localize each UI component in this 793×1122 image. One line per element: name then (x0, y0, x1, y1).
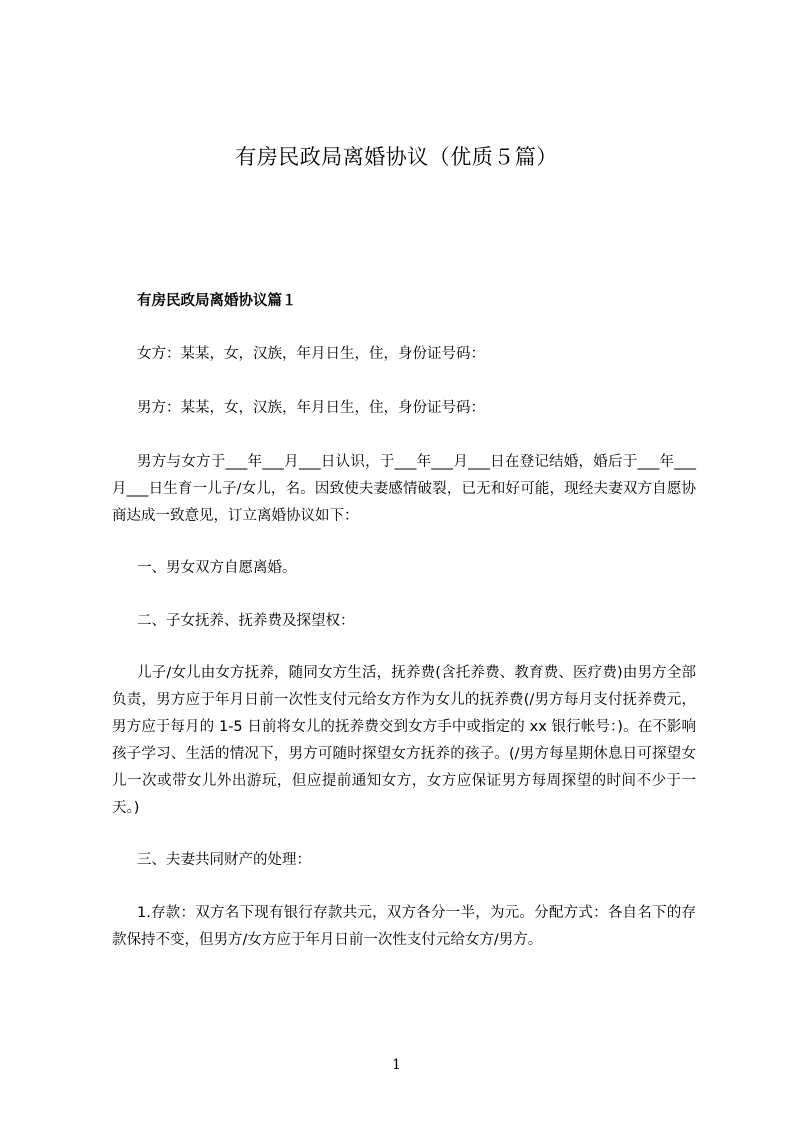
clause-3-heading: 三、夫妻共同财产的处理： (137, 852, 311, 868)
clause-1: 一、男女双方自愿离婚。 (137, 560, 297, 576)
page-number: 1 (392, 1057, 401, 1073)
male-party-line: 男方：某某，女，汉族，年月日生，住，身份证号码： (137, 400, 485, 416)
female-party-line: 女方：某某，女，汉族，年月日生，住，身份证号码： (137, 346, 485, 362)
intro-paragraph: 男方与女方于___年___月___日认识，于___年___月___日在登记结婚，婚后于___年___月___日生育一儿子/女儿，名。因致使夫妻感情破裂，已无和好可能，现经夫妻双方自愿协商达成一致意见，订立离婚协议如下： (112, 454, 696, 524)
section-heading: 有房民政局离婚协议篇１ (137, 293, 297, 309)
clause-2-heading: 二、子女抚养、抚养费及探望权： (137, 613, 355, 629)
clause-2-paragraph: 儿子/女儿由女方抚养，随同女方生活，抚养费(含托养费、教育费、医疗费)由男方全部负责，男方应于年月日前一次性支付元给女方作为女儿的抚养费(/男方每月支付抚养费元，男方应于每月的 1-5 日前将女儿的抚养费交到女方手中或指定的 xx 银行帐号：)。在不影响孩子学习、生活的情况下，男方可随时探望女方抚养的孩子。(/男方每星期休息日可探望女儿一次或带女儿外出游玩，但应提前通知女方，女方应保证男方每周探望的时间不少于一天。) (112, 665, 696, 816)
clause-3-item-1: 1.存款：双方名下现有银行存款共元，双方各分一半，为元。分配方式：各自名下的存款保持不变，但男方/女方应于年月日前一次性支付元给女方/男方。 (112, 905, 696, 948)
document-title: 有房民政局离婚协议（优质５篇） (235, 145, 558, 169)
